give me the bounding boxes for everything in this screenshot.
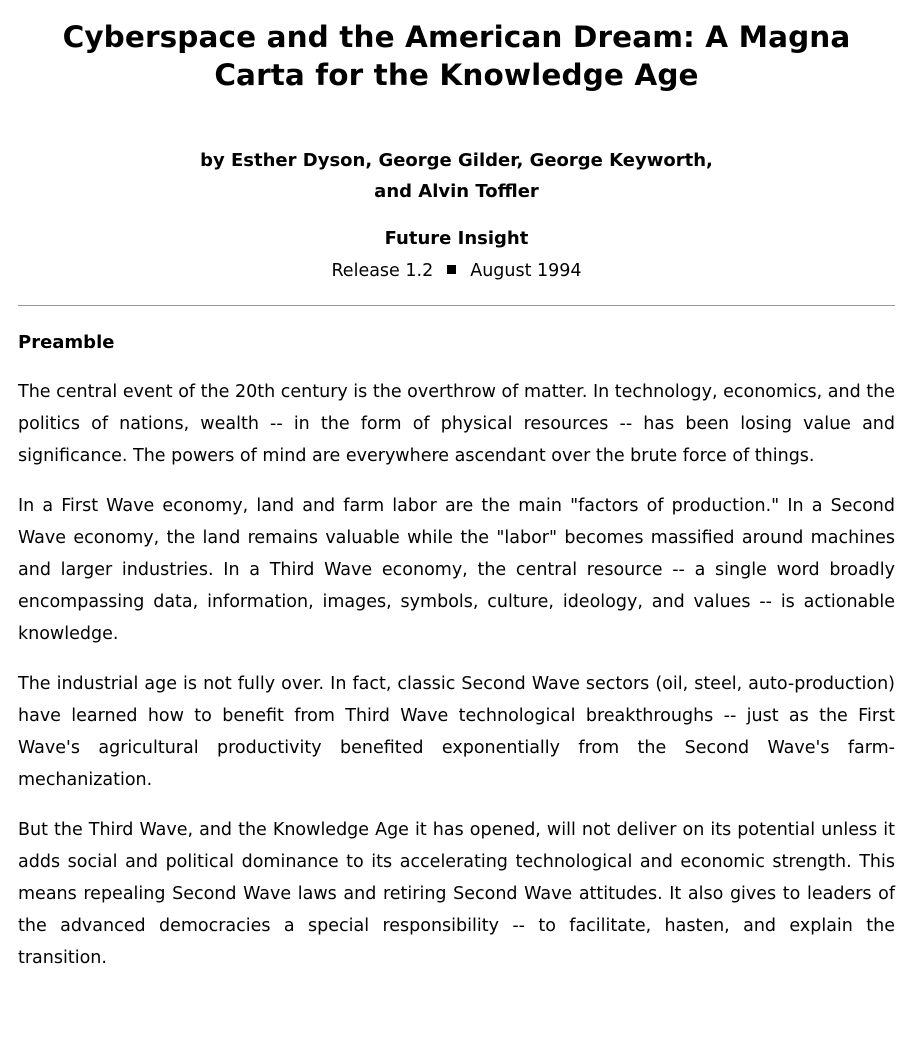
paragraph-1: The central event of the 20th century is the overthrow of matter. In technology, economics, and the politics of nations, wealth -- in the form of physical resources -- has been losing value and significance. The powers of mind are everywhere ascendant over the brute force of things. (18, 382, 895, 466)
paragraph-4: But the Third Wave, and the Knowledge Age it has opened, will not deliver on its potential unless it adds social and political dominance to its accelerating technological and economic strength. This means repealing Second Wave laws and retiring Second Wave attitudes. It also gives to leaders of the advanced democracies a special responsibility -- to facilitate, hasten, and explain the transition. (18, 820, 895, 968)
section-heading: Preamble (18, 332, 115, 353)
document-title: Cyberspace and the American Dream: A Magna Carta for the Knowledge Age (62, 20, 851, 92)
document-page (0, 18, 912, 1046)
byline-line-2: and Alvin Toffler (374, 181, 539, 202)
publication-name: Future Insight (384, 228, 529, 249)
release-version: Release 1.2 (331, 261, 434, 281)
black-square-bullet-icon (447, 265, 456, 274)
author-byline (18, 145, 895, 207)
release-info (18, 258, 895, 284)
paragraph-2: In a First Wave economy, land and farm labor are the main "factors of production." In a Second Wave economy, the land remains valuable while the "labor" becomes massified around machines and larger industries. In a Third Wave economy, the central resource -- a single word broadly encompassing data, information, images, symbols, culture, ideology, and values -- is actionable knowledge. (18, 496, 895, 644)
paragraph-3: The industrial age is not fully over. In fact, classic Second Wave sectors (oil, steel, auto-production) have learned how to benefit from Third Wave technological breakthroughs -- just as the First Wave's agricultural productivity benefited exponentially from the Second Wave's farm-mechanization. (18, 674, 895, 790)
release-date: August 1994 (470, 261, 582, 281)
horizontal-divider (18, 305, 895, 306)
byline-line-1: by Esther Dyson, George Gilder, George Keyworth, (200, 150, 713, 171)
